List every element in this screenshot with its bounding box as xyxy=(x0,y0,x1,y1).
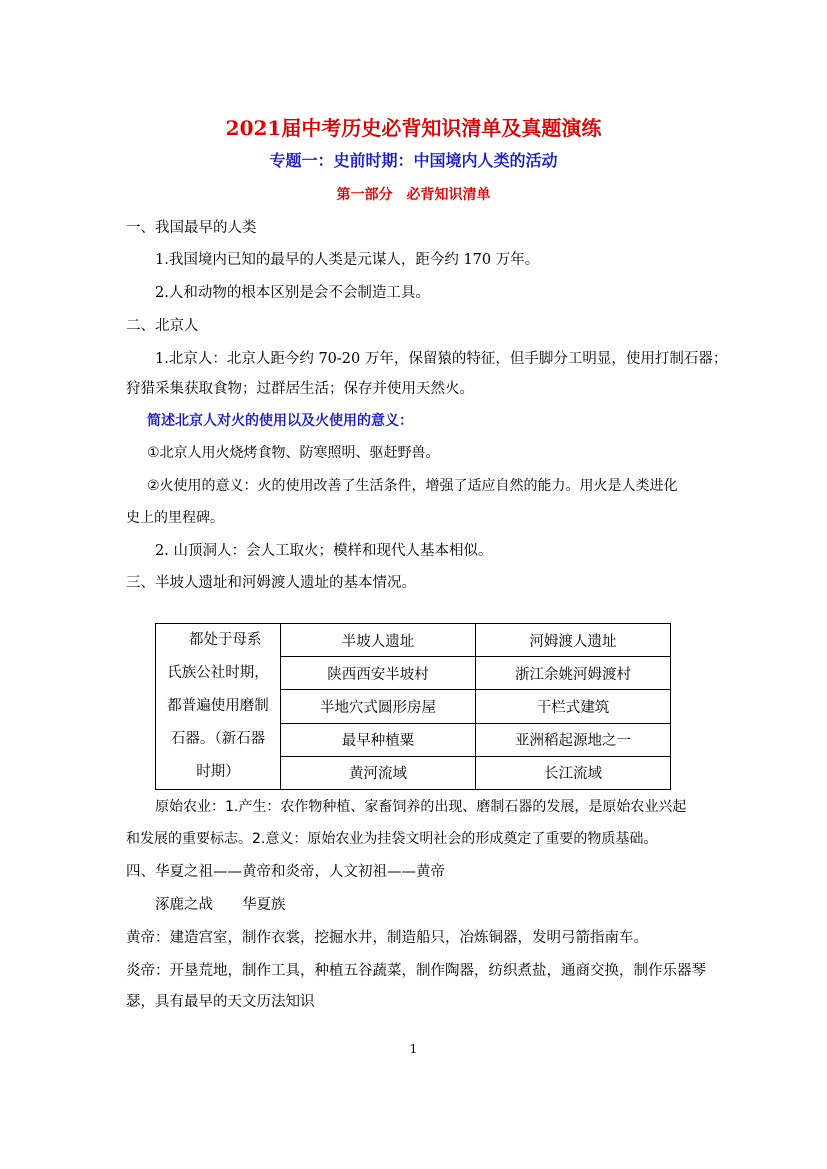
agriculture-line-1: 原始农业：1.产生：农作物种植、家畜饲养的出现、磨制石器的发展，是原始农业兴起 xyxy=(155,799,687,815)
huangdi-line: 黄帝：建造宫室，制作衣裳，挖掘水井，制造船只，冶炼铜器，发明弓箭指南车。 xyxy=(126,930,648,946)
answer-1: ①北京人用火烧烤食物、防寒照明、驱赶野兽。 xyxy=(147,445,440,461)
answer-2-line-2: 史上的里程碑。 xyxy=(126,510,224,526)
common-features-line: 都普遍使用磨制 xyxy=(167,698,269,714)
topic-subtitle: 专题一：史前时期：中国境内人类的活动 xyxy=(269,151,558,170)
table-cell: 干栏式建筑 xyxy=(476,690,671,723)
table-cell: 陕西西安半坡村 xyxy=(281,657,476,690)
agriculture-line-2: 和发展的重要标志。2.意义：原始农业为挂袋文明社会的形成奠定了重要的物质基础。 xyxy=(126,831,658,847)
section-1-point-2: 2.人和动物的根本区别是会不会制造工具。 xyxy=(155,285,430,301)
question-prompt: 简述北京人对火的使用以及火使用的意义： xyxy=(147,413,413,429)
yandi-line-2: 瑟，具有最早的天文历法知识 xyxy=(126,994,315,1010)
table-cell: 半地穴式圆形房屋 xyxy=(281,690,476,723)
common-features-cell xyxy=(156,624,281,790)
yandi-line-1: 炎帝：开垦荒地，制作工具，种植五谷蔬菜，制作陶器，纺织煮盐，通商交换，制作乐器琴 xyxy=(126,963,706,979)
table-cell: 长江流域 xyxy=(476,756,671,789)
section-3-heading: 三、半坡人遗址和河姆渡人遗址的基本情况。 xyxy=(126,575,416,591)
common-features-line: 石器。（新石器 xyxy=(170,731,266,747)
section-4-heading: 四、华夏之祖——黄帝和炎帝，人文初祖——黄帝 xyxy=(126,864,445,880)
document-title: 2021届中考历史必背知识清单及真题演练 xyxy=(225,116,602,140)
page-number: 1 xyxy=(409,1042,418,1056)
section-2-point-1-line-2: 狩猎采集获取食物；过群居生活；保存并使用天然火。 xyxy=(126,381,474,397)
table-cell: 河姆渡人遗址 xyxy=(476,624,671,657)
common-features-line: 氏族公社时期， xyxy=(167,665,269,681)
common-features-line: 时期） xyxy=(196,764,240,780)
answer-2-line-1: ②火使用的意义：火的使用改善了生活条件，增强了适应自然的能力。用火是人类进化 xyxy=(147,478,678,494)
table-cell: 浙江余姚河姆渡村 xyxy=(476,657,671,690)
common-features-line: 都处于母系 xyxy=(174,632,262,648)
section-2-point-1-line-1: 1.北京人：北京人距今约 70-20 万年，保留猿的特征，但手脚分工明显，使用打制石器； xyxy=(155,351,728,367)
section-4-subline: 涿鹿之战 华夏族 xyxy=(155,897,286,913)
table-cell: 黄河流域 xyxy=(281,756,476,789)
table-row xyxy=(156,624,671,657)
sites-comparison-table xyxy=(155,623,671,790)
section-2-point-2: 2. 山顶洞人：会人工取火；模样和现代人基本相似。 xyxy=(155,543,493,559)
section-1-point-1: 1.我国境内已知的最早的人类是元谋人，距今约 170 万年。 xyxy=(155,252,540,268)
section-1-heading: 一、我国最早的人类 xyxy=(126,220,257,236)
table-cell: 亚洲稻起源地之一 xyxy=(476,723,671,756)
part-heading: 第一部分 必背知识清单 xyxy=(336,187,491,203)
table-cell: 半坡人遗址 xyxy=(281,624,476,657)
table-cell: 最早种植粟 xyxy=(281,723,476,756)
section-2-heading: 二、北京人 xyxy=(126,318,199,334)
